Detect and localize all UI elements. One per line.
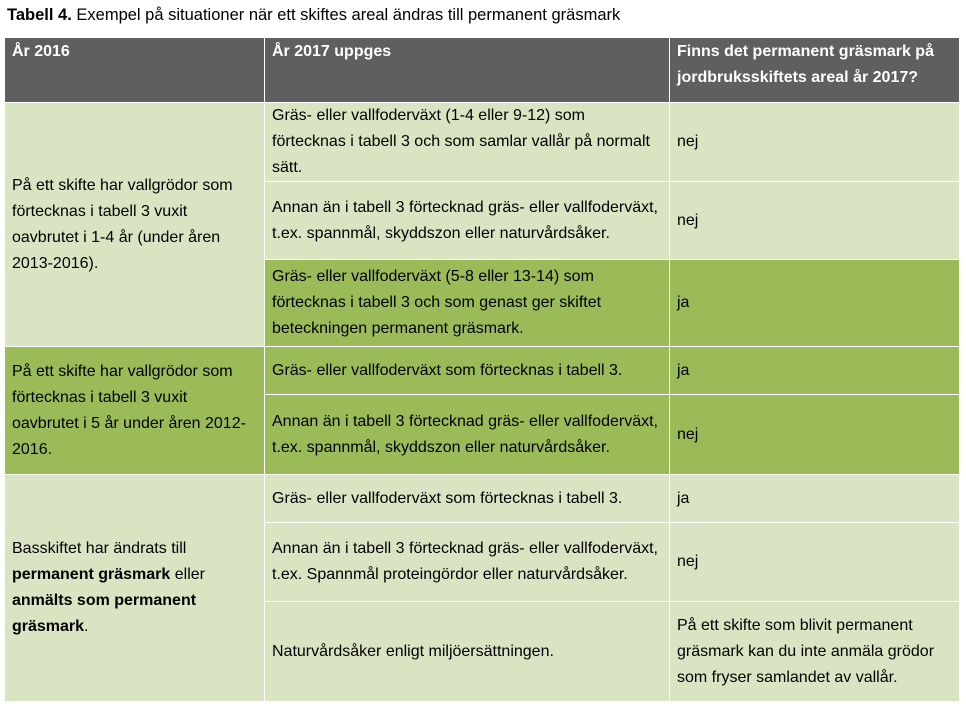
reported-crop-cell: Gräs- eller vallfoderväxt (5-8 eller 13-14) som förtecknas i tabell 3 och som genast ger skiftet beteckningen permanent gräsmark.: [265, 260, 670, 347]
answer-cell: ja: [670, 347, 960, 395]
reported-crop-cell: Gräs- eller vallfoderväxt som förtecknas i tabell 3.: [265, 347, 670, 395]
condition-text: .: [84, 618, 89, 635]
answer-cell: nej: [670, 103, 960, 182]
reported-crop-cell: Gräs- eller vallfoderväxt (1-4 eller 9-12) som förtecknas i tabell 3 och som samlar vallår på normalt sätt.: [265, 103, 670, 182]
table-row: [5, 347, 960, 395]
group-3-condition: [5, 475, 265, 702]
table-row: [5, 103, 960, 182]
answer-cell: nej: [670, 182, 960, 260]
group-1-condition: På ett skifte har vallgrödor som förtecknas i tabell 3 vuxit oavbrutet i 1-4 år (under åren 2013-2016).: [5, 103, 265, 347]
header-year-2016: År 2016: [5, 38, 265, 103]
answer-cell: nej: [670, 395, 960, 475]
condition-text: eller: [170, 566, 205, 583]
reported-crop-cell: Annan än i tabell 3 förtecknad gräs- eller vallfoderväxt, t.ex. Spannmål proteingördor eller naturvårdsåker.: [265, 523, 670, 602]
group-2-condition: På ett skifte har vallgrödor som förtecknas i tabell 3 vuxit oavbrutet i 5 år under åren 2012-2016.: [5, 347, 265, 475]
answer-cell: ja: [670, 260, 960, 347]
caption-text: Exempel på situationer när ett skiftes areal ändras till permanent gräsmark: [71, 6, 621, 24]
caption-label: Tabell 4.: [7, 6, 72, 24]
table-caption: [7, 4, 620, 26]
grassland-table: [4, 37, 960, 702]
reported-crop-cell: Naturvårdsåker enligt miljöersättningen.: [265, 602, 670, 702]
table-row: [5, 475, 960, 523]
answer-cell: ja: [670, 475, 960, 523]
reported-crop-cell: Annan än i tabell 3 förtecknad gräs- eller vallfoderväxt, t.ex. spannmål, skyddszon eller naturvårdsåker.: [265, 395, 670, 475]
answer-cell: På ett skifte som blivit permanent gräsmark kan du inte anmäla grödor som fryser samlandet av vallår.: [670, 602, 960, 702]
condition-emphasis: anmälts som permanent gräsmark: [12, 592, 197, 635]
reported-crop-cell: Annan än i tabell 3 förtecknad gräs- eller vallfoderväxt, t.ex. spannmål, skyddszon eller naturvårdsåker.: [265, 182, 670, 260]
reported-crop-cell: Gräs- eller vallfoderväxt som förtecknas i tabell 3.: [265, 475, 670, 523]
answer-cell: nej: [670, 523, 960, 602]
header-year-2017-reported: År 2017 uppges: [265, 38, 670, 103]
header-row: [5, 38, 960, 103]
header-permanent-grassland: Finns det permanent gräsmark på jordbruksskiftets areal år 2017?: [670, 38, 960, 103]
condition-emphasis: permanent gräsmark: [12, 566, 171, 583]
condition-text: Basskiftet har ändrats till: [12, 540, 187, 557]
